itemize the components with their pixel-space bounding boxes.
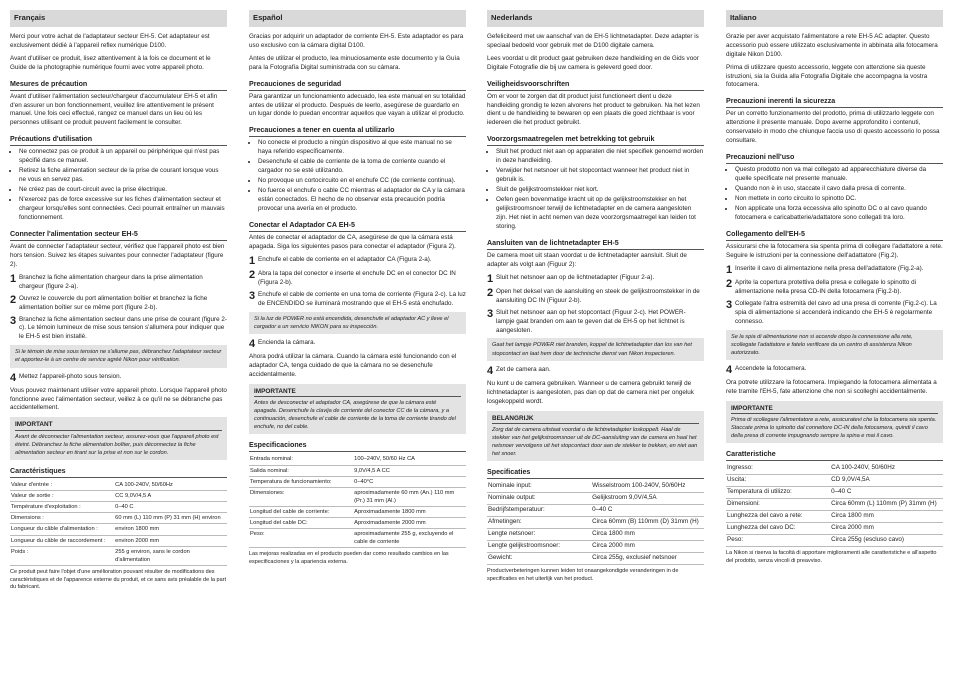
spec-label: Gewicht:: [487, 552, 591, 564]
paragraph: Nu kunt u de camera gebruiken. Wanneer u de camera gebruikt terwijl de lichtnetadapter is aangesloten, pas dan op dat de camera niet per ongeluk losgekoppeld wordt.: [487, 379, 694, 405]
step-number: 2: [10, 293, 17, 306]
spec-value: CC 9,0V/4,5 A: [114, 491, 227, 502]
spec-label: Dimensiones:: [249, 487, 353, 506]
spec-value: environ 1800 mm: [114, 524, 227, 535]
paragraph: Om er voor te zorgen dat dit product juist functioneert dient u deze handleiding grondig te lezen alvorens het product te gebruiken. Na het lezen dient u de handleiding te bewaren op een plaats die goed zichtbaar is voor iedereen die het product gebruikt.: [487, 92, 700, 127]
spec-row: [726, 511, 943, 523]
language-header: Italiano: [726, 10, 943, 27]
step-item: [726, 300, 943, 327]
important-text: Antes de desconectar el adaptador CA, asegúrese de que la cámara esté apagada. Desenchufe la clavija de corriente del conector CC de la cámara, y a continuación, desenchufe el cable de corriente de la toma de corriente tirando del enchufe, no del cable.: [254, 399, 456, 431]
spec-row: [249, 529, 466, 548]
step-text: Abra la tapa del conector e inserte el enchufe DC en el conector DC IN (Figura 2-b).: [258, 269, 456, 286]
spec-row: [10, 480, 227, 491]
important-title: IMPORTANTE: [254, 387, 461, 397]
spec-label: Longueur du câble d'alimentation :: [10, 524, 114, 535]
intro-paragraph: Prima di utilizzare questo accessorio, leggete con attenzione sia queste istruzioni, sia la Guida alla Fotografia Digitale che accompagna la vostra fotocamera.: [726, 63, 928, 89]
spec-row: [487, 493, 704, 505]
important-title: IMPORTANT: [15, 420, 222, 430]
spec-row: [249, 506, 466, 517]
step-text: Collegate l'altra estremità del cavo ad una presa di corrente (Fig.2-c). La spia di alimentazione si accenderà indicando che EH-5 è regolarmente connesso.: [735, 299, 937, 325]
section-heading: Precauzioni inerenti la sicurezza: [726, 96, 943, 108]
bullet-item: • N'exercez pas de force excessive sur les fiches d'alimentation secteur et chargeur lorsqu'elles sont connectées. Ceci pourrait entraîner un mauvais fonctionnement.: [19, 196, 227, 223]
bullet-item: • No conecte el producto a ningún dispositivo al que este manual no se haya referido específicamente.: [258, 139, 466, 157]
bullet-item: • Non applicate una forza eccessiva allo spinotto DC o al cavo quando fotocamera e caricabatterie/adattatore sono collegati tra loro.: [735, 205, 943, 223]
spec-value: Circa 60mm (B) 110mm (D) 31mm (H): [591, 517, 704, 529]
spec-label: Entrada nominal:: [249, 454, 353, 465]
spec-row: [249, 465, 466, 476]
spec-label: Longueur du câble de raccordement :: [10, 535, 114, 546]
step-item: [726, 265, 943, 276]
step-text: Zet de camera aan.: [496, 365, 551, 373]
step-text: Enchufe el cable de corriente en el adaptador CA (Figura 2-a).: [258, 255, 432, 263]
intro-paragraph: Gracias por adquirir un adaptador de corriente EH-5. Este adaptador es para uso exclusivo con la cámara digital D100.: [249, 32, 464, 49]
bullet-item: • Verwijder het netsnoer uit het stopcontact wanneer het product niet in gebruik is.: [496, 167, 704, 185]
note-box: Se la spia di alimentazione non si accende dopo la connessione alla rete, scollegate l'adattatore e fatelo verificare da un centro di assistenza Nikon autorizzato.: [726, 330, 943, 360]
bullet-item: • Quando non è in uso, staccate il cavo dalla presa di corrente.: [735, 185, 943, 194]
important-box: [249, 384, 466, 435]
step-item: [249, 256, 466, 267]
important-title: IMPORTANTE: [731, 404, 938, 414]
step-item: [249, 270, 466, 288]
spec-value: Circa 255g, exclusief netsnoer: [591, 552, 704, 564]
section-heading: Caractéristiques: [10, 466, 227, 478]
spec-value: Aproximadamente 2000 mm: [353, 518, 466, 529]
spec-row: [726, 535, 943, 547]
step-text: Inserite il cavo di alimentazione nella presa dell'adattatore (Fig.2-a).: [735, 264, 924, 272]
spec-row: [487, 505, 704, 517]
spec-value: 0–40 C: [114, 502, 227, 513]
footnote: La Nikon si riserva la facoltà di apportare miglioramenti alle caratteristiche e all'aspetto del prodotto, senza vincoli di preavviso.: [726, 549, 937, 564]
section-heading: Especificaciones: [249, 440, 466, 452]
paragraph: Assicurarsi che la fotocamera sia spenta prima di collegare l'adattatore a rete. Seguire le istruzioni per la connessione dell'adattatore (Fig.2).: [726, 242, 943, 259]
paragraph: Antes de conectar el adaptador de CA, asegúrese de que la cámara está apagada. Siga los siguientes pasos para conectar el adaptador (Figura 2).: [249, 234, 456, 250]
spec-label: Peso:: [249, 529, 353, 548]
bullet-item: • Oefen geen bovenmatige kracht uit op de gelijkstroomstekker en het gelijkstroomsnoer terwijl de lichtnetadapter en de camera aangesloten zijn. Het niet in acht nemen van deze voorzorgsmaatregel kan leiden tot storing.: [496, 196, 704, 232]
spec-row: [726, 487, 943, 499]
bullet-item: • Retirez la fiche alimentation secteur de la prise de courant lorsque vous ne vous en servez pas.: [19, 167, 227, 185]
spec-label: Nominale input:: [487, 481, 591, 492]
step-text: Accendete la fotocamera.: [735, 364, 807, 372]
bullet-list: [10, 148, 227, 223]
language-header: Français: [10, 10, 227, 27]
step-item: [726, 365, 943, 376]
spec-row: [487, 517, 704, 529]
note-box: Gaat het lampje POWER niet branden, koppel de lichtnetadapter dan los van het stopcontact en laat hem door de technische dienst van Nikon inspecteren.: [487, 338, 704, 360]
step-number: 1: [726, 263, 733, 276]
spec-label: Lengte gelijkstroomsnoer:: [487, 540, 591, 552]
spec-label: Valeur d'entrée :: [10, 480, 114, 491]
spec-label: Dimensions :: [10, 513, 114, 524]
spec-row: [487, 481, 704, 492]
note-box: Si le témoin de mise sous tension ne s'allume pas, débranchez l'adaptateur secteur et apportez-le à un centre de service agréé Nikon pour vérification.: [10, 345, 227, 367]
spec-row: [487, 552, 704, 564]
step-text: Sluit het netsnoer aan op het stopcontact (Figuur 2-c). Het POWER-lampje gaat branden om aan te geven dat de EH-5 op het lichtnet is aangesloten.: [496, 308, 686, 334]
spec-value: Circa 2000 mm: [830, 523, 943, 535]
section-heading: Conectar el Adaptador CA EH-5: [249, 220, 466, 232]
spec-value: CA 100-240V, 50/60Hz: [830, 463, 943, 474]
step-item: [10, 295, 227, 313]
spec-value: Aproximadamente 1800 mm: [353, 506, 466, 517]
spec-label: Temperatura de funcionamiento:: [249, 476, 353, 487]
bullet-item: • Questo prodotto non va mai collegato ad apparecchiature diverse da quelle specificate nel presente manuale.: [735, 166, 943, 184]
spec-row: [10, 546, 227, 565]
step-number: 2: [726, 277, 733, 290]
step-item: [10, 274, 227, 292]
paragraph: Avant d'utiliser l'alimentation secteur/chargeur d'accumulateur EH-5 et afin d'en assurer un bon fonctionnement, veuillez lire attentivement le présent manuel. Une fois ceci effectué, rangez ce manuel dans un lieu où les personnes utilisant ce produit peuvent facilement le consulter.: [10, 92, 218, 127]
step-text: Ouvrez le couvercle du port alimentation boîtier et branchez la fiche alimentation boîtier sur ce même port (figure 2-b).: [19, 294, 208, 311]
bullet-item: • Sluit de gelijkstroomstekker niet kort.: [496, 186, 704, 195]
section-heading: Specificaties: [487, 467, 704, 479]
spec-row: [10, 502, 227, 513]
bullet-item: • Ne connectez pas ce produit à un appareil ou périphérique qui n'est pas spécifié dans ce manuel.: [19, 148, 227, 166]
spec-row: [10, 513, 227, 524]
paragraph: Vous pouvez maintenant utiliser votre appareil photo. Lorsque l'appareil photo fonctionne avec l'alimentation secteur, veillez à ce qu'il ne se débranche pas accidentellement.: [10, 386, 227, 412]
spec-label: Salida nominal:: [249, 465, 353, 476]
spec-value: Circa 2000 mm: [591, 540, 704, 552]
important-box: [487, 411, 704, 462]
spec-label: Ingresso:: [726, 463, 830, 474]
important-text: Prima di scollegare l'alimentatore a rete, assicuratevi che la fotocamera sia spenta. Staccate prima lo spinotto dal connettore DC-IN della fotocamera, quindi il cavo della presa di corrente impugnando sempre la spina e mai il cavo.: [731, 417, 937, 440]
intro-paragraph: Lees voordat u dit product gaat gebruiken deze handleiding en de Gids voor Digitale Fotografie die bij uw camera is geleverd goed door.: [487, 54, 699, 71]
spec-row: [10, 535, 227, 546]
spec-row: [726, 499, 943, 511]
intro-paragraph: Merci pour votre achat de l'adaptateur secteur EH-5. Cet adaptateur est exclusivement dédié à l'appareil reflex numérique D100.: [10, 32, 210, 49]
spec-label: Longitud del cable de corriente:: [249, 506, 353, 517]
intro-paragraph: Avant d'utiliser ce produit, lisez attentivement à la fois ce document et le Guide de la photographie numérique fourni avec votre appareil photo.: [10, 54, 211, 71]
step-item: [487, 366, 704, 377]
spec-value: 0–40°C: [353, 476, 466, 487]
spec-row: [726, 523, 943, 535]
spec-row: [726, 475, 943, 487]
step-number: 2: [249, 268, 256, 281]
spec-label: Température d'exploitation :: [10, 502, 114, 513]
spec-label: Afmetingen:: [487, 517, 591, 529]
step-item: [249, 291, 466, 309]
spec-value: environ 2000 mm: [114, 535, 227, 546]
step-text: Branchez la fiche alimentation secteur dans une prise de courant (figure 2-c). Le témoin lumineux de mise sous tension s'allumera pour indiquer que le EH-5 est bien installé.: [19, 315, 227, 341]
step-number: 2: [487, 286, 494, 299]
section-heading: Aansluiten van de lichtnetadapter EH-5: [487, 238, 704, 250]
spec-value: aproximadamente 255 g, excluyendo el cable de corriente: [353, 529, 466, 548]
spec-table: [249, 454, 466, 548]
spec-value: Circa 1800 mm: [591, 529, 704, 541]
footnote: Las mejoras realizadas en el producto pueden dar como resultado cambios en las especificaciones y la apariencia externa.: [249, 551, 449, 566]
spec-row: [249, 476, 466, 487]
spec-label: Lengte netsnoer:: [487, 529, 591, 541]
spec-label: Temperatura di utilizzo:: [726, 487, 830, 499]
paragraph: Ora potrete utilizzare la fotocamera. Impiegando la fotocamera alimentata a rete tramite l'EH-5, fate attenzione che non si scolleghi accidentalmente.: [726, 378, 937, 395]
step-text: Aprite la copertura protettiva della presa e collegate lo spinotto di alimentazione nella presa CD-IN della fotocamera (Fig.2-b).: [735, 278, 916, 295]
bullet-item: • Non mettete in corto circuito lo spinotto DC.: [735, 195, 943, 204]
spec-value: 0–40 C: [591, 505, 704, 517]
spec-label: Lunghezza del cavo DC:: [726, 523, 830, 535]
spec-row: [487, 529, 704, 541]
step-number: 4: [10, 371, 17, 384]
step-item: [10, 373, 227, 384]
section-heading: Precauciones de seguridad: [249, 79, 466, 91]
section-heading: Connecter l'alimentation secteur EH-5: [10, 229, 227, 241]
spec-row: [249, 454, 466, 465]
spec-row: [487, 540, 704, 552]
spec-table: [726, 463, 943, 547]
bullet-item: • Ne créez pas de court-circuit avec la prise électrique.: [19, 186, 227, 195]
paragraph: Para garantizar un funcionamiento adecuado, lea este manual en su totalidad antes de utilizar el producto. Después de leerlo, asegúrese de guardarlo en un lugar donde lo puedan encontrar aquellos que vayan a utilizar el producto.: [249, 92, 466, 118]
section-heading: Caratteristiche: [726, 449, 943, 461]
spec-value: Gelijkstroom 9,0V/4,5A: [591, 493, 704, 505]
step-item: [249, 339, 466, 350]
section-heading: Voorzorgsmaatregelen met betrekking tot gebruik: [487, 134, 704, 146]
spec-value: Circa 1800 mm: [830, 511, 943, 523]
section-heading: Veiligheidsvoorschriften: [487, 79, 704, 91]
language-header: Español: [249, 10, 466, 27]
intro-paragraph: Grazie per aver acquistato l'alimentatore a rete EH-5 AC adapter. Questo accessorio può essere utilizzato esclusivamente in abbinata alla fotocamera digitale Nikon D100.: [726, 32, 938, 58]
step-number: 1: [10, 272, 17, 285]
bullet-item: • Sluit het product niet aan op apparaten die niet specifiek genoemd worden in deze handleiding.: [496, 148, 704, 166]
important-text: Avant de déconnecter l'alimentation secteur, assurez-vous que l'appareil photo est éteint. Débranchez la fiche alimentation boîtier, puis déconnectez la fiche alimentation secteur en tirant sur la prise et non sur le cordon.: [15, 433, 219, 456]
step-item: [10, 316, 227, 343]
spec-label: Dimensioni:: [726, 499, 830, 511]
bullet-list: [726, 166, 943, 223]
important-text: Zorg dat de camera uitstaat voordat u de lichtnetadapter loskoppelt. Haal de stekker van het gelijkstroomsnoer uit de DC-aansluiting van de camera en haal het netsnoer vervolgens uit het stopcontact door aan de stekker te trekken, en niet aan het snoer.: [492, 426, 698, 458]
step-number: 3: [726, 298, 733, 311]
step-number: 1: [249, 254, 256, 267]
bullet-list: [487, 148, 704, 231]
section-heading: Precauciones a tener en cuenta al utilizarlo: [249, 125, 466, 137]
column-francais: [10, 10, 227, 592]
note-box: Si la luz de POWER no está encendida, desenchufe el adaptador AC y lleve el cargador a un servicio NIKON para su inspección.: [249, 312, 466, 334]
section-heading: Précautions d'utilisation: [10, 134, 227, 146]
column-espanol: [249, 10, 466, 567]
step-text: Mettez l'appareil-photo sous tension.: [19, 372, 122, 380]
column-italiano: [726, 10, 943, 566]
bullet-list: [249, 139, 466, 214]
spec-label: Poids :: [10, 546, 114, 565]
language-header: Nederlands: [487, 10, 704, 27]
step-number: 4: [726, 363, 733, 376]
spec-label: Peso:: [726, 535, 830, 547]
spec-label: Longitud del cable DC:: [249, 518, 353, 529]
spec-value: 100–240V, 50/60 Hz CA: [353, 454, 466, 465]
section-heading: Collegamento dell'EH-5: [726, 229, 943, 241]
spec-value: Circa 60mm (L) 110mm (P) 31mm (H): [830, 499, 943, 511]
spec-row: [249, 487, 466, 506]
footnote: Productverbeteringen kunnen leiden tot onaangekondigde veranderingen in de specificaties en het uiterlijk van het product.: [487, 567, 679, 582]
column-nederlands: [487, 10, 704, 583]
step-number: 3: [10, 314, 17, 327]
spec-value: CD 9,0V/4,5A: [830, 475, 943, 487]
spec-label: Uscita:: [726, 475, 830, 487]
step-text: Branchez la fiche alimentation chargeur dans la prise alimentation chargeur (figure 2-a).: [19, 273, 203, 290]
step-text: Encienda la cámara.: [258, 338, 316, 346]
spec-table: [10, 480, 227, 566]
paragraph: Avant de connecter l'adaptateur secteur, vérifiez que l'appareil photo est bien hors tension. Suivez les étapes suivantes pour connecter l'adaptateur (figure 2).: [10, 242, 225, 268]
spec-value: CA 100-240V, 50/60Hz: [114, 480, 227, 491]
step-number: 3: [249, 289, 256, 302]
footnote: Ce produit peut faire l'objet d'une amélioration pouvant résulter de modifications des caractéristiques et de l'apparence externe du produit, et ce sans avis préalable de la part du fabricant.: [10, 568, 226, 591]
important-title: BELANGRIJK: [492, 414, 699, 424]
spec-value: 0–40 C: [830, 487, 943, 499]
step-item: [487, 309, 704, 336]
step-item: [726, 279, 943, 297]
step-number: 4: [487, 364, 494, 377]
important-box: [10, 417, 227, 460]
intro-paragraph: Gefeliciteerd met uw aanschaf van de EH-5 lichtnetadapter. Deze adapter is speciaal bedoeld voor gebruik met de D100 digitale camera.: [487, 32, 699, 49]
spec-value: aproximadamente 60 mm (An.) 110 mm (Pr.) 31 mm (Al.): [353, 487, 466, 506]
paragraph: Per un corretto funzionamento del prodotto, prima di utilizzarlo leggete con attenzione il presente manuale. Dopo averne approfondito i contenuti, conservatelo in modo che chiunque faccia uso di questo accessorio lo possa consultare.: [726, 110, 940, 145]
bullet-item: • No fuerce el enchufe o cable CC mientras el adaptador de CA y la cámara están conectados. El hecho de no observar esta precaución podría provocar una avería en el producto.: [258, 187, 466, 214]
section-heading: Mesures de précaution: [10, 79, 227, 91]
spec-row: [10, 524, 227, 535]
spec-table: [487, 481, 704, 565]
spec-value: 60 mm (L) 110 mm (P) 31 mm (H) environ: [114, 513, 227, 524]
spec-value: 9,0V/4,5 A CC: [353, 465, 466, 476]
section-heading: Precauzioni nell'uso: [726, 152, 943, 164]
step-number: 4: [249, 337, 256, 350]
step-item: [487, 274, 704, 285]
intro-paragraph: Antes de utilizar el producto, lea minuciosamente este documento y la Guía para la Fotografía Digital suministrada con su cámara.: [249, 54, 460, 71]
spec-label: Valeur de sortie :: [10, 491, 114, 502]
step-number: 1: [487, 272, 494, 285]
spec-label: Lunghezza del cavo a rete:: [726, 511, 830, 523]
important-box: [726, 401, 943, 444]
paragraph: Ahora podrá utilizar la cámara. Cuando la cámara esté funcionando con el adaptador CA, tenga cuidado de que la cámara no se desenchufe accidentalmente.: [249, 352, 457, 378]
spec-label: Nominale output:: [487, 493, 591, 505]
spec-value: Wisselstroom 100-240V, 50/60Hz: [591, 481, 704, 492]
step-text: Enchufe el cable de corriente en una toma de corriente (Figura 2-c). La luz de ENCENDIDO se iluminará mostrando que el EH-5 está enchufado.: [258, 290, 466, 307]
step-text: Open het deksel van de aansluiting en steek de gelijkstroomstekker in de aansluiting DC IN (Figuur 2-b).: [496, 287, 700, 304]
spec-row: [249, 518, 466, 529]
bullet-item: • Desenchufe el cable de corriente de la toma de corriente cuando el cargador no se esté utilizando.: [258, 158, 466, 176]
bullet-item: • No provoque un cortocircuito en el enchufe CC (de corriente continua).: [258, 177, 466, 186]
step-number: 3: [487, 307, 494, 320]
paragraph: De camera moet uit staan voordat u de lichtnetadapter aansluit. Sluit de adapter als volgt aan (Figuur 2):: [487, 251, 687, 268]
spec-value: Circa 255g (escluso cavo): [830, 535, 943, 547]
spec-label: Bedrijfstemperatuur:: [487, 505, 591, 517]
step-item: [487, 288, 704, 306]
step-text: Sluit het netsnoer aan op de lichtnetadapter (Figuur 2-a).: [496, 273, 655, 281]
spec-value: 255 g environ, sans le cordon d'alimentation: [114, 546, 227, 565]
spec-row: [10, 491, 227, 502]
spec-row: [726, 463, 943, 474]
